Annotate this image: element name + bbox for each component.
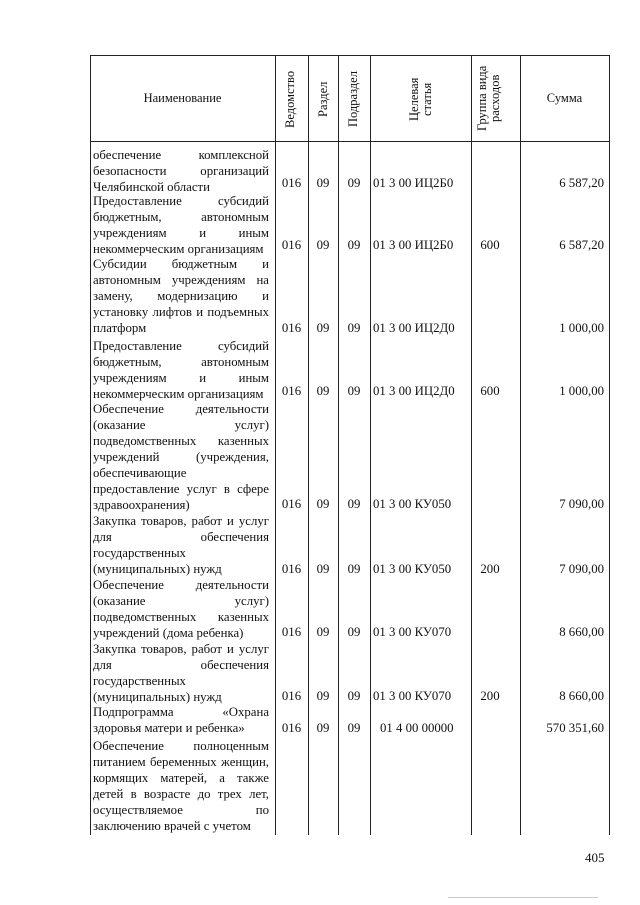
row-podrazdel: 09: [347, 562, 361, 576]
row-celevaya: 01 3 00 КУ070: [373, 625, 452, 639]
row-celevaya: 01 3 00 ИЦ2Д0: [373, 384, 455, 398]
col-border: [90, 55, 91, 835]
row-podrazdel: 09: [347, 321, 361, 335]
row-gruppa: 200: [480, 689, 500, 703]
row-vedomstvo: 016: [281, 721, 302, 735]
header-celevaya: Целевая статья: [407, 77, 434, 122]
row-celevaya: 01 3 00 КУ070: [373, 689, 452, 703]
row-name: Предоставление субсидий бюджетным, автономным учреждениям и иным некоммерческим организациям: [93, 339, 269, 401]
header-summa: Сумма: [546, 91, 583, 105]
row-vedomstvo: 016: [281, 497, 302, 511]
col-border: [275, 55, 276, 835]
row-vedomstvo: 016: [281, 625, 302, 639]
col-border: [609, 55, 610, 835]
row-gruppa: 600: [480, 384, 500, 398]
row-celevaya: 01 3 00 ИЦ2Б0: [373, 176, 454, 190]
row-podrazdel: 09: [347, 497, 361, 511]
row-podrazdel: 09: [347, 721, 361, 735]
row-celevaya: 01 3 00 ИЦ2Б0: [373, 238, 454, 252]
row-podrazdel: 09: [347, 238, 361, 252]
header-podrazdel: Подраздел: [346, 71, 360, 128]
row-summa: 7 090,00: [559, 497, 604, 511]
row-razdel: 09: [316, 176, 330, 190]
row-celevaya: 01 4 00 00000: [380, 721, 454, 735]
row-name: Закупка товаров, работ и услуг для обеспечения государственных (муниципальных) нужд: [93, 642, 269, 704]
col-border: [370, 55, 371, 835]
row-summa: 7 090,00: [559, 562, 604, 576]
row-gruppa: 600: [480, 238, 500, 252]
row-razdel: 09: [316, 689, 330, 703]
row-name: Обеспечение деятельности (оказание услуг) подведомственных казенных учреждений (учреждения, обеспечивающие предоставление услуг в сфере здравоохранения): [93, 402, 269, 512]
row-razdel: 09: [316, 321, 330, 335]
row-podrazdel: 09: [347, 625, 361, 639]
col-border: [520, 55, 521, 835]
row-celevaya: 01 3 00 КУ050: [373, 562, 452, 576]
table-top-border: [90, 55, 609, 56]
col-border: [308, 55, 309, 835]
row-podrazdel: 09: [347, 176, 361, 190]
row-vedomstvo: 016: [281, 689, 302, 703]
col-border: [338, 55, 339, 835]
row-name: Закупка товаров, работ и услуг для обеспечения государственных (муниципальных) нужд: [93, 514, 269, 576]
header-razdel: Раздел: [316, 81, 330, 118]
row-summa: 570 351,60: [546, 721, 604, 735]
row-vedomstvo: 016: [281, 176, 302, 190]
row-vedomstvo: 016: [281, 321, 302, 335]
row-vedomstvo: 016: [281, 562, 302, 576]
row-razdel: 09: [316, 497, 330, 511]
header-vedomstvo: Ведомство: [283, 70, 297, 129]
row-podrazdel: 09: [347, 689, 361, 703]
row-celevaya: 01 3 00 ИЦ2Д0: [373, 321, 455, 335]
row-name: Субсидии бюджетным и автономным учреждениям на замену, модернизацию и установку лифтов и подъемных платформ: [93, 257, 269, 335]
row-vedomstvo: 016: [281, 238, 302, 252]
header-bottom-border: [90, 141, 609, 142]
row-name: Предоставление субсидий бюджетным, автономным учреждениям и иным некоммерческим организациям: [93, 194, 269, 256]
row-summa: 6 587,20: [559, 176, 604, 190]
col-border: [471, 55, 472, 835]
row-summa: 8 660,00: [559, 625, 604, 639]
footer-rule: [448, 897, 598, 898]
row-gruppa: 200: [480, 562, 500, 576]
row-vedomstvo: 016: [281, 384, 302, 398]
row-podrazdel: 09: [347, 384, 361, 398]
row-razdel: 09: [316, 238, 330, 252]
row-name: обеспечение комплексной безопасности организаций Челябинской области: [93, 148, 269, 194]
row-razdel: 09: [316, 384, 330, 398]
page-number: 405: [585, 850, 605, 865]
row-razdel: 09: [316, 562, 330, 576]
header-gruppa: Группа вида расходов: [475, 65, 502, 131]
row-summa: 1 000,00: [559, 384, 604, 398]
row-name: Обеспечение деятельности (оказание услуг) подведомственных казенных учреждений (дома ребенка): [93, 578, 269, 640]
row-name: Подпрограмма «Охрана здоровья матери и ребенка»: [93, 705, 269, 735]
row-name: Обеспечение полноценным питанием беременных женщин, кормящих матерей, а также детей в возрасте до трех лет, осуществляемое по заключению врачей с учетом: [93, 739, 269, 833]
row-summa: 1 000,00: [559, 321, 604, 335]
row-celevaya: 01 3 00 КУ050: [373, 497, 452, 511]
row-razdel: 09: [316, 625, 330, 639]
row-summa: 8 660,00: [559, 689, 604, 703]
header-name: Наименование: [143, 91, 222, 105]
row-razdel: 09: [316, 721, 330, 735]
row-summa: 6 587,20: [559, 238, 604, 252]
